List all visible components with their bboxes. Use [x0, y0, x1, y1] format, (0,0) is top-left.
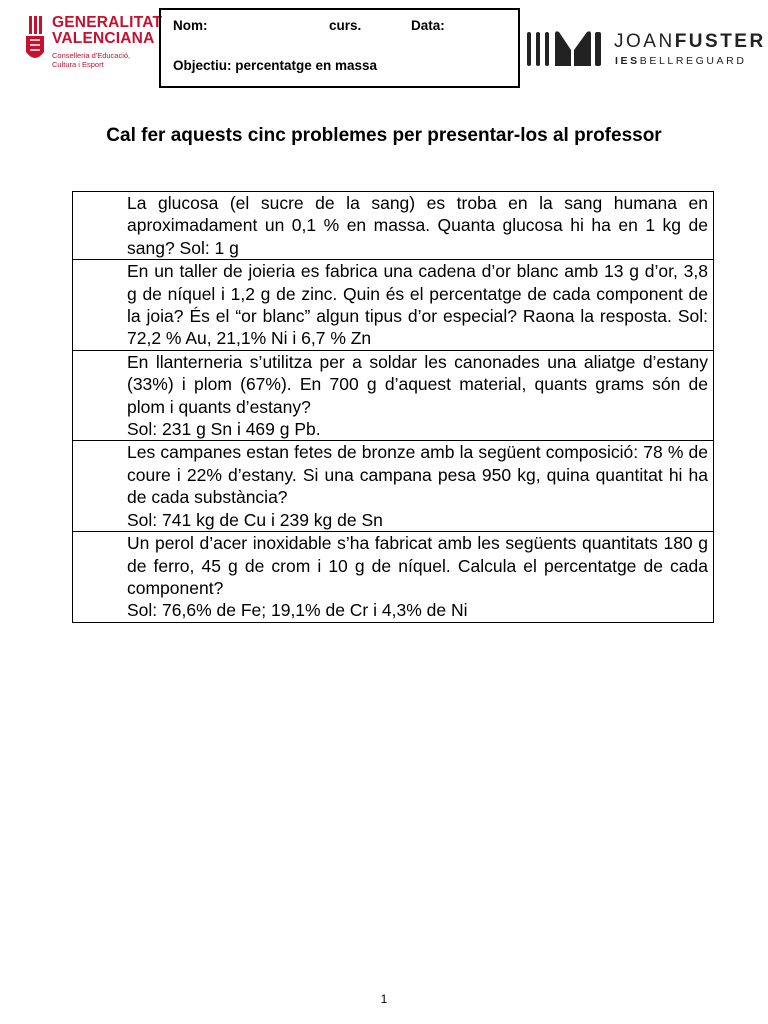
school-location: IESBELLREGUARD — [615, 55, 747, 67]
date-label: Data: — [411, 18, 445, 33]
problem-solution: Sol: 741 kg de Cu i 239 kg de Sn — [127, 509, 383, 530]
conselleria-name: Conselleria d'Educació, Cultura i Esport — [52, 51, 131, 69]
problem-text: En llanterneria s’utilitza per a soldar les canonades una aliatge d’estany (33%) i plom (67%). En 700 g d’aquest material, quants grams són de plom i quants d’estany? — [127, 351, 708, 417]
table-row — [73, 532, 714, 623]
problem-text: Les campanes estan fetes de bronze amb la següent composició: 78 % de coure i 22% d’estany. Si una campana pesa 950 kg, quina quantitat hi ha de cada substància? — [127, 442, 708, 508]
problem-cell — [73, 350, 714, 441]
problem-text: En un taller de joieria es fabrica una cadena d’or blanc amb 13 g d’or, 3,8 g de níquel i 1,2 g de zinc. Quin és el percentatge de cada component de la joia? És el “or blanc” algun tipus d’or especial? Raona la resposta. Sol: 72,2 % Au, 21,1% Ni i 6,7 % Zn — [127, 261, 708, 349]
course-label: curs. — [329, 18, 362, 33]
school-name: JOANFUSTER — [614, 31, 766, 52]
page-title: Cal fer aquests cinc problemes per presentar-los al professor — [106, 125, 662, 146]
objective-label: Objectiu: percentatge en massa — [173, 58, 378, 73]
problem-cell — [73, 192, 714, 260]
problem-solution: Sol: 76,6% de Fe; 19,1% de Cr i 4,3% de Ni — [127, 600, 468, 621]
generalitat-logo — [24, 14, 163, 70]
name-label: Nom: — [173, 18, 208, 33]
generalitat-name: GENERALITAT VALENCIANA — [52, 14, 163, 47]
problem-cell — [73, 532, 714, 623]
table-row — [73, 350, 714, 441]
page-number: 1 — [380, 992, 388, 1006]
problems-table — [72, 191, 714, 623]
generalitat-emblem-icon — [24, 14, 46, 66]
student-info-box — [159, 8, 520, 88]
table-row — [73, 192, 714, 260]
table-row — [73, 260, 714, 351]
problem-text: La glucosa (el sucre de la sang) es troba en la sang humana en aproximadament un 0,1 % en massa. Quanta glucosa hi ha en 1 kg de sang? Sol: 1 g — [127, 193, 708, 258]
problem-text: Un perol d’acer inoxidable s’ha fabricat amb les següents quantitats 180 g de ferro, 45 g de crom i 10 g de níquel. Calcula el percentatge de cada component? — [127, 533, 708, 598]
problem-cell — [73, 260, 714, 351]
school-emblem-icon — [527, 28, 607, 68]
table-row — [73, 441, 714, 532]
school-logo — [527, 24, 766, 74]
problem-cell — [73, 441, 714, 532]
problem-solution: Sol: 231 g Sn i 469 g Pb. — [127, 419, 321, 440]
